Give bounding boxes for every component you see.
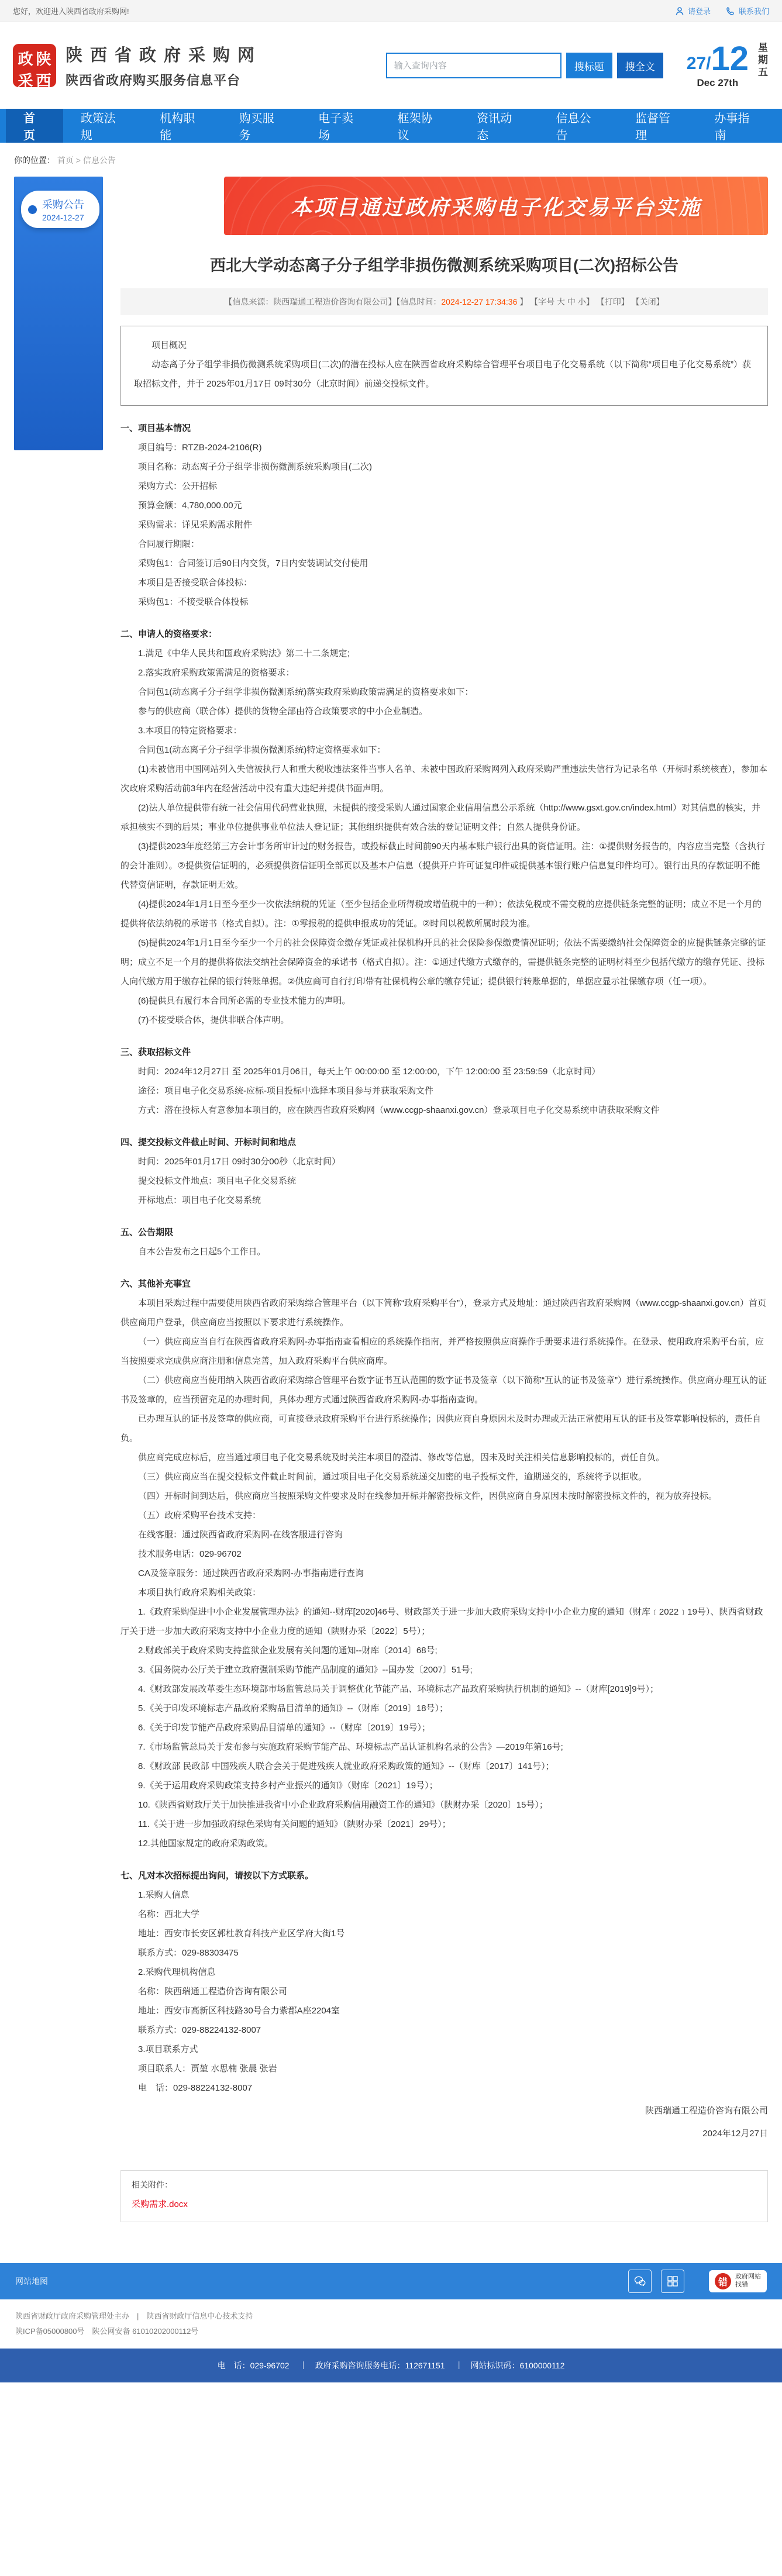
paragraph: 地址：西安市长安区郭杜教育科技产业区学府大街1号 — [138, 1929, 345, 1939]
paragraph: 项目名称：动态离子分子组学非损伤微测系统采购项目(二次) — [138, 462, 372, 472]
site-logo — [13, 44, 56, 87]
project-overview-box — [120, 326, 768, 406]
page-title: 西北大学动态离子分子组学非损伤微测系统采购项目(二次)招标公告 — [210, 257, 678, 274]
paragraph: （一）供应商应当自行在陕西省政府采购网-办事指南查看相应的系统操作指南，并严格按照供应商操作手册要求进行系统操作。在登录、使用政府采购平台前，应当按照要求完成供应商注册和信息完善，加入政府采购平台供应商库。 — [120, 1337, 764, 1366]
search-input[interactable] — [386, 53, 561, 78]
paragraph: 9.《关于运用政府采购政策支持乡村产业振兴的通知》（财库〔2021〕19号）； — [138, 1781, 438, 1791]
welcome-text: 您好，欢迎进入陕西省政府采购网! — [13, 7, 129, 16]
breadcrumb — [0, 143, 782, 174]
paragraph: 7.《市场监管总局关于发布参与实施政府采购节能产品、环境标志产品认证机构名录的公告》—2019年第16号; — [138, 1742, 563, 1752]
footer-sponsor-line: 陕西省财政厅政府采购管理处主办 | 陕西省财政厅信息中心技术支持 — [15, 2312, 253, 2320]
section-heading: 三、获取招标文件 — [120, 1047, 191, 1057]
paragraph: 2.落实政府采购政策需满足的资格要求： — [138, 668, 295, 678]
category-sidebar — [14, 177, 103, 450]
section-heading: 五、公告期限 — [120, 1227, 174, 1237]
paragraph: 时间：2025年01月17日 09时30分00秒（北京时间） — [138, 1157, 340, 1167]
date-day: 27/ — [686, 54, 711, 73]
paragraph: 技术服务电话：029-96702 — [138, 1549, 242, 1559]
gov-site-error-report-badge[interactable] — [709, 2270, 767, 2292]
paragraph: 开标地点：项目电子化交易系统 — [138, 1195, 261, 1205]
nav-item-10[interactable]: 办事指南 — [714, 112, 750, 142]
paragraph: 4.《财政部发展改革委生态环境部市场监管总局关于调整优化节能产品、环境标志产品政府采购执行机制的通知》--（财库[2019]9号）； — [138, 1684, 659, 1694]
search-title-button[interactable]: 搜标题 — [566, 53, 612, 78]
bullet-dot-icon — [28, 205, 37, 214]
footer-segment-1: 电 话：029-96702 | — [205, 2360, 302, 2371]
logo-char: 政 — [18, 51, 33, 68]
paragraph: 本项目是否接受联合体投标： — [138, 578, 253, 588]
paragraph: 3.项目联系方式 — [138, 2044, 198, 2054]
search-fulltext-button[interactable]: 搜全文 — [617, 53, 663, 78]
badge-line2: 找错 — [735, 2281, 748, 2288]
meta-time: 2024-12-27 17:34:36 — [441, 297, 518, 306]
paragraph: 采购方式：公开招标 — [138, 481, 218, 491]
footer-contact-strip — [0, 2349, 782, 2382]
paragraph: 自本公告发布之日起5个工作日。 — [138, 1247, 266, 1257]
date-month: 12 — [711, 40, 749, 78]
meta-close-bracket: 】 — [517, 297, 528, 306]
paragraph: 在线客服：通过陕西省政府采购网-在线客服进行咨询 — [138, 1530, 343, 1540]
print-button[interactable]: 【打印】 — [596, 297, 629, 306]
contact-label: 联系我们 — [738, 7, 769, 16]
site-subtitle: 陕西省政府购买服务信息平台 — [66, 73, 241, 88]
paragraph: （五）政府采购平台技术支持： — [138, 1511, 261, 1520]
paragraph: （三）供应商应当在提交投标文件截止时间前，通过项目电子化交易系统递交加密的电子投标文件，逾期递交的，系统将予以拒收。 — [138, 1472, 647, 1482]
paragraph: 1.《政府采购促进中小企业发展管理办法》的通知--财库[2020]46号、财政部关于进一步加大政府采购支持中小企业力度的通知（财库﹝2022﹞19号）、陕西省财政厅关于进一步加大政府采购支持中小企业力度的通知（陕财办采〔2022〕5号）； — [120, 1607, 763, 1636]
paragraph: 参与的供应商（联合体）提供的货物全部由符合政策要求的中小企业制造。 — [138, 706, 428, 716]
main-nav — [0, 109, 782, 143]
login-link[interactable] — [675, 5, 711, 16]
overview-body: 动态离子分子组学非损伤微测系统采购项目(二次)的潜在投标人应在陕西省政府采购综合管理平台项目电子化交易系统（以下简称“项目电子化交易系统”）获取招标文件，并于 2025年01月17日 09时30分（北京时间）前递交投标文件。 — [134, 360, 751, 389]
close-button[interactable]: 【关闭】 — [631, 297, 664, 306]
date-weekday: 星期五 — [756, 42, 767, 79]
attachment-file-link[interactable]: 采购需求.docx — [132, 2199, 188, 2209]
paragraph: 方式：潜在投标人有意参加本项目的，应在陕西省政府采购网（www.ccgp-shaanxi.gov.cn）登录项目电子化交易系统申请获取采购文件 — [138, 1105, 660, 1115]
sidebar-item-procurement-notice[interactable] — [21, 191, 99, 228]
paragraph: 本项目采购过程中需要使用陕西省政府采购综合管理平台（以下简称“政府采购平台”），登录方式及地址：通过陕西省政府采购网（www.ccgp-shaanxi.gov.cn）首页供应商用户登录，供应商应当按照以下要求进行系统操作。 — [120, 1298, 766, 1327]
paragraph: 项目编号：RTZB-2024-2106(R) — [138, 443, 262, 453]
topbar — [0, 0, 782, 22]
section-heading: 二、申请人的资格要求： — [120, 629, 218, 639]
banner-text: 本项目通过政府采购电子化交易平台实施 — [291, 195, 702, 219]
breadcrumb-separator: > — [75, 156, 83, 165]
sitemap-link[interactable]: 网站地图 — [15, 2277, 48, 2286]
nav-item-9[interactable]: 监督管理 — [635, 112, 671, 142]
section-heading: 七、凡对本次招标提出询问，请按以下方式联系。 — [120, 1871, 314, 1881]
attachment-box — [120, 2170, 768, 2222]
paragraph: (3)提供2023年度经第三方会计事务所审计过的财务报告，或投标截止时间前90天内基本账户银行出具的资信证明。注：①提供财务报告的，内容应当完整（含执行的会计准则）。②提供资信证明的，必须提供资信证明全部页以及基本户信息（提供开户许可证复印件或提供基本银行账户信息复印件均可）。银行出具的存款证明不能代替资信证明，存款证明无效。 — [120, 842, 765, 890]
paragraph: (7)不接受联合体，提供非联合体声明。 — [138, 1015, 290, 1025]
meta-source: 【信息来源：陕西瑞通工程造价咨询有限公司】【信息时间： — [224, 297, 442, 306]
nav-item-3[interactable]: 机构职能 — [160, 112, 195, 142]
breadcrumb-home-link[interactable]: 首页 — [57, 156, 74, 165]
nav-item-5[interactable]: 电子卖场 — [318, 112, 354, 142]
paragraph: 名称：西北大学 — [138, 1909, 200, 1919]
paragraph: 提交投标文件地点：项目电子化交易系统 — [138, 1176, 297, 1186]
login-label: 请登录 — [687, 7, 711, 16]
paragraph: 采购包1：合同签订后90日内交货，7日内安装调试交付使用 — [138, 558, 368, 568]
nav-item-6[interactable]: 框架协议 — [397, 112, 433, 142]
site-title: 陕西省政府采购网 — [66, 46, 263, 65]
nav-item-4[interactable]: 购买服务 — [239, 112, 274, 142]
date-english: Dec 27th — [697, 77, 739, 88]
section-heading: 一、项目基本情况 — [120, 423, 191, 433]
font-size-controls[interactable]: 【字号 大 中 小】 — [530, 297, 594, 306]
date-widget — [687, 42, 769, 89]
paragraph: 联系方式：029-88224132-8007 — [138, 2025, 261, 2035]
paragraph: （二）供应商应当使用纳入陕西省政府采购综合管理平台数字证书互认范围的数字证书及签章（以下简称“互认的证书及签章”）进行系统操作。供应商办理互认的证书及签章的，应当预留充足的办理时间，具体办理方式通过陕西省政府采购网-办事指南查询。 — [120, 1375, 767, 1405]
badge-line1: 政府网站 — [735, 2273, 761, 2281]
paragraph: 时间：2024年12月27日 至 2025年01月06日，每天上午 00:00:00 至 12:00:00，下午 12:00:00 至 23:59:59（北京时间） — [138, 1067, 601, 1077]
paragraph: 10.《陕西省财政厅关于加快推进我省中小企业政府采购信用融资工作的通知》（陕财办采〔2020〕15号）； — [138, 1800, 548, 1810]
paragraph: 联系方式：029-88303475 — [138, 1948, 239, 1958]
error-report-icon: 错 — [715, 2273, 731, 2289]
paragraph: 6.《关于印发节能产品政府采购品目清单的通知》--（财库〔2019〕19号）； — [138, 1723, 431, 1733]
paragraph: 名称：陕西瑞通工程造价咨询有限公司 — [138, 1987, 288, 1996]
paragraph: 预算金额：4,780,000.00元 — [138, 501, 242, 511]
paragraph: 1.满足《中华人民共和国政府采购法》第二十二条规定; — [138, 649, 350, 658]
paragraph: (1)未被信用中国网站列入失信被执行人和重大税收违法案件当事人名单、未被中国政府采购网列入政府采购严重违法失信行为记录名单（开标时系统核查），参加本次政府采购活动前3年内在经营活动中没有重大违纪并提供书面声明。 — [120, 764, 767, 794]
user-icon — [675, 6, 684, 16]
logo-char: 西 — [36, 73, 51, 89]
paragraph: 3.本项目的特定资格要求： — [138, 726, 242, 736]
footer-blue-strip — [0, 2263, 782, 2299]
paragraph: 合同包1(动态离子分子组学非损伤微测系统)落实政府采购政策需满足的资格要求如下： — [138, 687, 474, 697]
nav-item-7[interactable]: 资讯动态 — [477, 112, 512, 142]
sidebar-item-date: 2024-12-27 — [42, 213, 84, 222]
paragraph: 地址：西安市高新区科技路30号合力紫郡A座2204室 — [138, 2006, 340, 2016]
paragraph: 合同包1(动态离子分子组学非损伤微测系统)特定资格要求如下： — [138, 745, 386, 755]
paragraph: (2)法人单位提供带有统一社会信用代码营业执照，未提供的接受采购人通过国家企业信用信息公示系统（http://www.gsxt.gov.cn/index.html）对其信息的核实，并承担核实不到的后果；事业单位提供事业单位法人登记证；其他组织提供有效合法的登记证明文件；自然人提供身份证。 — [120, 803, 760, 832]
overview-label: 项目概况 — [151, 340, 187, 350]
wechat-icon[interactable] — [628, 2270, 652, 2293]
paragraph: 已办理互认的证书及签章的供应商，可直接登录政府采购平台进行系统操作；因供应商自身原因未及时办理或无法正常使用互认的证书及签章影响投标的，责任自负。 — [120, 1414, 762, 1443]
nav-item-2[interactable]: 政策法规 — [80, 112, 116, 142]
paragraph: (5)提供2024年1月1日至今至少一个月的社会保障资金缴存凭证或社保机构开具的社会保险参保缴费情况证明；依法不需要缴纳社会保障资金的应提供链条完整的证明；成立不足一个月的提供将依法交纳社会保障资金的承诺书（格式自拟）。注：①通过代缴方式缴存的，需提供链条完整的证明材料至少包括代缴方的缴存凭证、投标人向代缴方用于缴存社保的银行转账单据。②供应商可自行打印带有社保机构公章的缴存凭证；提供银行转账单据的，单据应显示社保缴存项（任一项）。 — [120, 938, 766, 987]
nav-item-8[interactable]: 信息公告 — [556, 112, 591, 142]
attachment-label: 相关附件： — [132, 2180, 173, 2189]
paragraph: 3.《国务院办公厅关于建立政府强制采购节能产品制度的通知》--国办发〔2007〕51号; — [138, 1665, 473, 1675]
paragraph: (6)提供具有履行本合同所必需的专业技术能力的声明。 — [138, 996, 351, 1006]
paragraph: （四）开标时间到达后，供应商应当按照采购文件要求及时在线参加开标并解密投标文件，因供应商自身原因未按时解密投标文件的，视为放弃投标。 — [138, 1491, 718, 1501]
footer-info-band — [0, 2299, 782, 2349]
section-heading: 六、其他补充事宜 — [120, 1279, 191, 1289]
footer-segment-3: 网站标识码：6100000112 — [470, 2361, 565, 2370]
paragraph: CA及签章服务：通过陕西省政府采购网-办事指南进行查询 — [138, 1568, 364, 1578]
contact-link[interactable] — [726, 5, 769, 16]
paragraph: 12.其他国家规定的政府采购政策。 — [138, 1839, 273, 1849]
paragraph: 11.《关于进一步加强政府绿色采购有关问题的通知》（陕财办采〔2021〕29号）； — [138, 1819, 451, 1829]
search-bar — [386, 53, 663, 78]
article-body — [120, 419, 768, 2143]
paragraph: 供应商完成应标后，应当通过项目电子化交易系统及时关注本项目的澄清、修改等信息，因未及时关注相关信息影响投标的，责任自负。 — [138, 1453, 665, 1463]
paragraph: 采购包1：不接受联合体投标 — [138, 597, 249, 607]
article — [120, 177, 768, 2222]
signature-line: 陕西瑞通工程造价咨询有限公司 — [645, 2106, 768, 2116]
paragraph: (4)提供2024年1月1日至今至少一次依法纳税的凭证（至少包括企业所得税或增值税中的一种）；依法免税或不需交税的应提供链条完整的证明；成立不足一个月的提供将依法纳税的承诺书（格式自拟）。注：①零报税的提供申报成功的凭证。②时间以税款所属时段为准。 — [120, 899, 762, 929]
phone-icon — [726, 6, 735, 16]
paragraph: 电 话：029-88224132-8007 — [138, 2083, 253, 2093]
platform-banner — [224, 177, 768, 235]
paragraph: 本项目执行政府采购相关政策： — [138, 1588, 261, 1598]
paragraph: 1.采购人信息 — [138, 1890, 190, 1900]
paragraph: 2.采购代理机构信息 — [138, 1967, 216, 1977]
paragraph: 2.财政部关于政府采购支持监狱企业发展有关问题的通知--财库〔2014〕68号; — [138, 1646, 437, 1656]
section-heading: 四、提交投标文件截止时间、开标时间和地点 — [120, 1137, 297, 1147]
sitemap-grid-icon[interactable] — [661, 2270, 684, 2293]
paragraph: 8.《财政部 民政部 中国残疾人联合会关于促进残疾人就业政府采购政策的通知》--（财库〔2017〕141号）； — [138, 1761, 554, 1771]
footer-icp-line: 陕ICP备05000800号 陕公网安备 61010202000112号 — [15, 2327, 199, 2336]
paragraph: 采购需求：详见采购需求附件 — [138, 520, 253, 530]
sidebar-item-label: 采购公告 — [42, 199, 84, 211]
article-meta-bar — [120, 288, 768, 315]
signature-line: 2024年12月27日 — [702, 2129, 768, 2139]
logo-char: 采 — [18, 73, 33, 89]
paragraph: 项目联系人：贾堃 水思楠 张晨 张岩 — [138, 2064, 277, 2074]
footer-segment-2: 政府采购咨询服务电话：112671151 | — [302, 2360, 458, 2371]
breadcrumb-prefix: 你的位置： — [14, 156, 55, 165]
breadcrumb-current: 信息公告 — [82, 156, 116, 165]
paragraph: 合同履行期限： — [138, 539, 200, 549]
paragraph: 途径：项目电子化交易系统-应标-项目投标中选择本项目参与并获取采购文件 — [138, 1086, 433, 1096]
site-header — [0, 22, 782, 109]
nav-item-1[interactable]: 首页 — [6, 109, 63, 143]
paragraph: 5.《关于印发环境标志产品政府采购品目清单的通知》--（财库〔2019〕18号）； — [138, 1703, 449, 1713]
logo-char: 陕 — [36, 51, 51, 68]
